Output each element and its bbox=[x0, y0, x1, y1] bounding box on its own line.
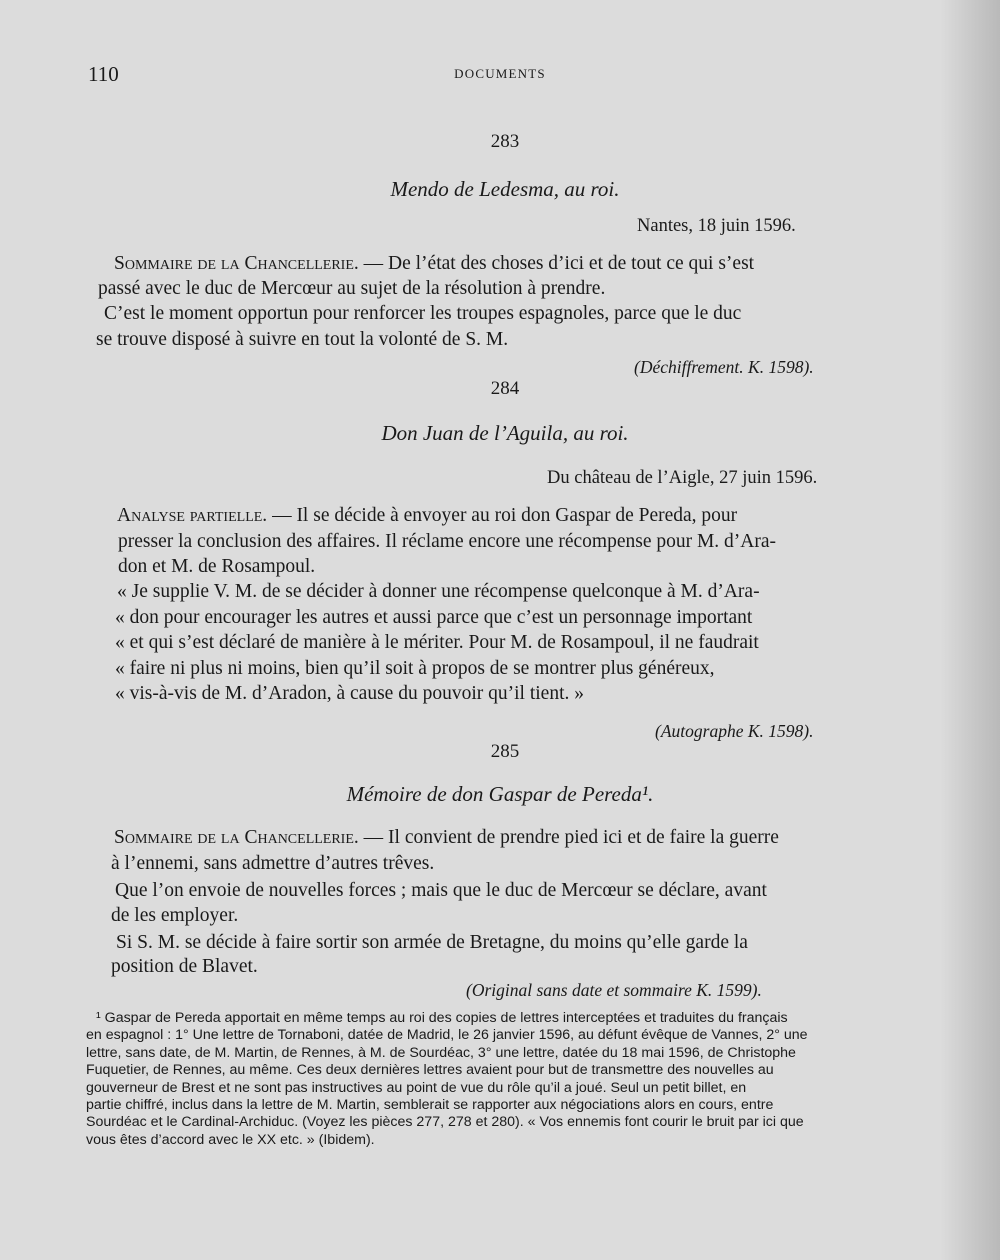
doc-title: Mémoire de don Gaspar de Pereda¹. bbox=[346, 782, 654, 806]
text-line: — Il convient de prendre pied ici et de faire la guerre bbox=[358, 827, 779, 848]
footnote-line: Sourdéac et le Cardinal-Archiduc. (Voyez les pièces 277, 278 et 280). « Vos ennemis font courir le bruit par ici que bbox=[86, 1114, 804, 1131]
text-line: position de Blavet. bbox=[111, 956, 258, 977]
place-date: Du château de l’Aigle, 27 juin 1596. bbox=[547, 468, 818, 488]
footnote-line: Fuquetier, de Rennes, au même. Ces deux dernières lettres avaient pour but de transmettre des nouvelles au bbox=[86, 1062, 774, 1079]
text-line: Que l’on envoie de nouvelles forces ; mais que le duc de Mercœur se déclare, avant bbox=[115, 880, 767, 901]
running-title: DOCUMENTS bbox=[454, 66, 546, 81]
doc-title: Don Juan de l’Aguila, au roi. bbox=[381, 421, 629, 445]
footnote-line: partie chiffré, inclus dans la lettre de M. Martin, semblerait se rapporter aux négociations alors en cours, entre bbox=[86, 1097, 774, 1114]
section-label: Sommaire de la Chancellerie. bbox=[114, 253, 359, 274]
footnote-line: vous êtes d’accord avec le XX etc. » (Ibidem). bbox=[86, 1131, 375, 1148]
text-line: à l’ennemi, sans admettre d’autres trêves. bbox=[111, 853, 435, 874]
text-line: don et M. de Rosampoul. bbox=[118, 556, 316, 577]
footnote-line: gouverneur de Brest et ne sont pas instructives au point de vue du rôle qu’il a joué. Seul un petit billet, en bbox=[86, 1079, 747, 1096]
doc-number: 285 bbox=[490, 741, 520, 762]
footnote bbox=[86, 1010, 916, 1149]
source-citation: (Déchiffrement. K. 1598). bbox=[634, 357, 814, 377]
source-citation: (Autographe K. 1598). bbox=[655, 721, 814, 741]
source-citation: (Original sans date et sommaire K. 1599). bbox=[466, 980, 762, 1000]
doc-title: Mendo de Ledesma, au roi. bbox=[390, 177, 620, 201]
footnote-line: en espagnol : 1° Une lettre de Tornaboni, datée de Madrid, le 26 janvier 1596, au défunt évêque de Vannes, 2° une bbox=[86, 1027, 808, 1044]
text-line: — Il se décide à envoyer au roi don Gaspar de Pereda, pour bbox=[267, 505, 738, 526]
text-line: — De l’état des choses d’ici et de tout ce qui s’est bbox=[358, 253, 755, 274]
text-line: presser la conclusion des affaires. Il réclame encore une récompense pour M. d’Ara- bbox=[118, 531, 777, 552]
footnote-line: lettre, sans date, de M. Martin, de Rennes, à M. de Sourdéac, 3° une lettre, datée du 18 mai 1596, de Christophe bbox=[86, 1044, 796, 1061]
place-date: Nantes, 18 juin 1596. bbox=[637, 216, 796, 236]
text-line: passé avec le duc de Mercœur au sujet de la résolution à prendre. bbox=[98, 278, 606, 299]
text-line: de les employer. bbox=[111, 905, 239, 926]
section-label: Sommaire de la Chancellerie. bbox=[114, 827, 359, 848]
doc-number: 284 bbox=[490, 378, 520, 399]
quote-line: « Je supplie V. M. de se décider à donner une récompense quelconque à M. d’Ara- bbox=[117, 581, 760, 602]
section-label: Analyse partielle. bbox=[117, 505, 268, 526]
doc-number: 283 bbox=[490, 131, 520, 152]
page-number: 110 bbox=[88, 62, 119, 86]
quote-line: « don pour encourager les autres et aussi parce que c’est un personnage important bbox=[115, 607, 753, 628]
text-line: C’est le moment opportun pour renforcer les troupes espagnoles, parce que le duc bbox=[104, 303, 742, 324]
quote-line: « et qui s’est déclaré de manière à le mériter. Pour M. de Rosampoul, il ne faudrait bbox=[115, 632, 759, 653]
quote-line: « faire ni plus ni moins, bien qu’il soit à propos de se montrer plus généreux, bbox=[115, 658, 715, 679]
quote-line: « vis-à-vis de M. d’Aradon, à cause du pouvoir qu’il tient. » bbox=[115, 683, 584, 704]
text-line: se trouve disposé à suivre en tout la volonté de S. M. bbox=[96, 329, 509, 350]
footnote-line: ¹ Gaspar de Pereda apportait en même temps au roi des copies de lettres interceptées et traduites du français bbox=[96, 1010, 788, 1026]
text-line: Si S. M. se décide à faire sortir son armée de Bretagne, du moins qu’elle garde la bbox=[116, 932, 748, 953]
